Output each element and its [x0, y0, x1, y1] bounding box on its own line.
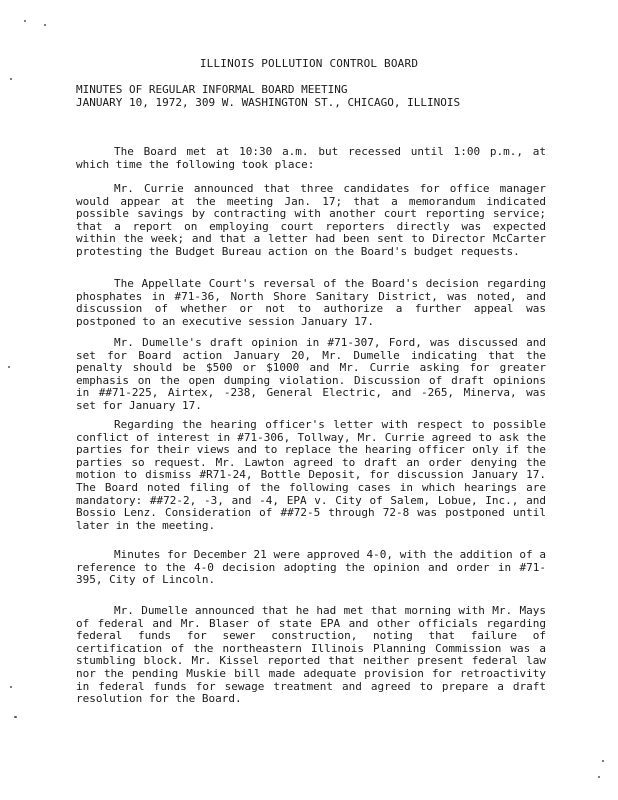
subtitle-line-2: JANUARY 10, 1972, 309 W. WASHINGTON ST., CHICAGO, ILLINOIS	[76, 96, 461, 109]
paragraph-7: Mr. Dumelle announced that he had met that morning with Mr. Mays of federal and Mr. Blaser of state EPA and other officials regarding federal funds for sewer construction, noting that failure of certification of the northeastern Illinois Planning Commission was a stumbling block. Mr. Kissel reported that neither present federal law nor the pending Muskie bill made adequate provision for retroactivity in federal funds for sewage treatment and agreed to prepare a draft resolution for the Board.	[76, 604, 546, 706]
scan-speck	[602, 760, 604, 762]
scan-speck	[10, 686, 12, 688]
subtitle-line-1: MINUTES OF REGULAR INFORMAL BOARD MEETING	[76, 83, 348, 96]
scan-speck	[44, 24, 46, 26]
paragraph-5: Regarding the hearing officer's letter with respect to possible conflict of interest in #71-306, Tollway, Mr. Currie agreed to ask the parties for their views and to replace the hearing officer only if the parties so request. Mr. Lawton agreed to draft an order denying the motion to dismiss #R71-24, Bottle Deposit, for discussion January 17. The Board noted filing of the following cases in which hearings are mandatory: ##72-2, -3, and -4, EPA v. City of Salem, Lobue, Inc., and Bossio Lenz. Consideration of ##72-5 through 72-8 was postponed until later in the meeting.	[76, 418, 546, 532]
paragraph-6: Minutes for December 21 were approved 4-0, with the addition of a reference to the 4-0 decision adopting the opinion and order in #71-395, City of Lincoln.	[76, 548, 546, 587]
board-header: ILLINOIS POLLUTION CONTROL BOARD	[199, 57, 419, 70]
scan-speck	[14, 716, 17, 718]
meeting-subtitle	[76, 83, 556, 109]
scan-speck	[598, 776, 600, 778]
paragraph-2: Mr. Currie announced that three candidates for office manager would appear at the meeting Jan. 17; that a memorandum indicated possible savings by contracting with another court reporting service; that a report on employing court reporters directly was expected within the week; and that a letter had been sent to Director McCarter protesting the Budget Bureau action on the Board's budget requests.	[76, 182, 546, 258]
scan-speck	[10, 78, 12, 80]
paragraph-3: The Appellate Court's reversal of the Board's decision regarding phosphates in #71-36, North Shore Sanitary District, was noted, and discussion of whether or not to authorize a further appeal was postponed to an executive session January 17.	[76, 277, 546, 328]
scan-speck	[24, 20, 26, 22]
paragraph-4: Mr. Dumelle's draft opinion in #71-307, Ford, was discussed and set for Board action January 20, Mr. Dumelle indicating that the penalty should be $500 or $1000 and Mr. Currie asking for greater emphasis on the open dumping violation. Discussion of draft opinions in ##71-225, Airtex, -238, General Electric, and -265, Minerva, was set for January 17.	[76, 336, 546, 412]
paragraph-1: The Board met at 10:30 a.m. but recessed until 1:00 p.m., at which time the following took place:	[76, 145, 546, 171]
scan-speck	[8, 366, 10, 368]
